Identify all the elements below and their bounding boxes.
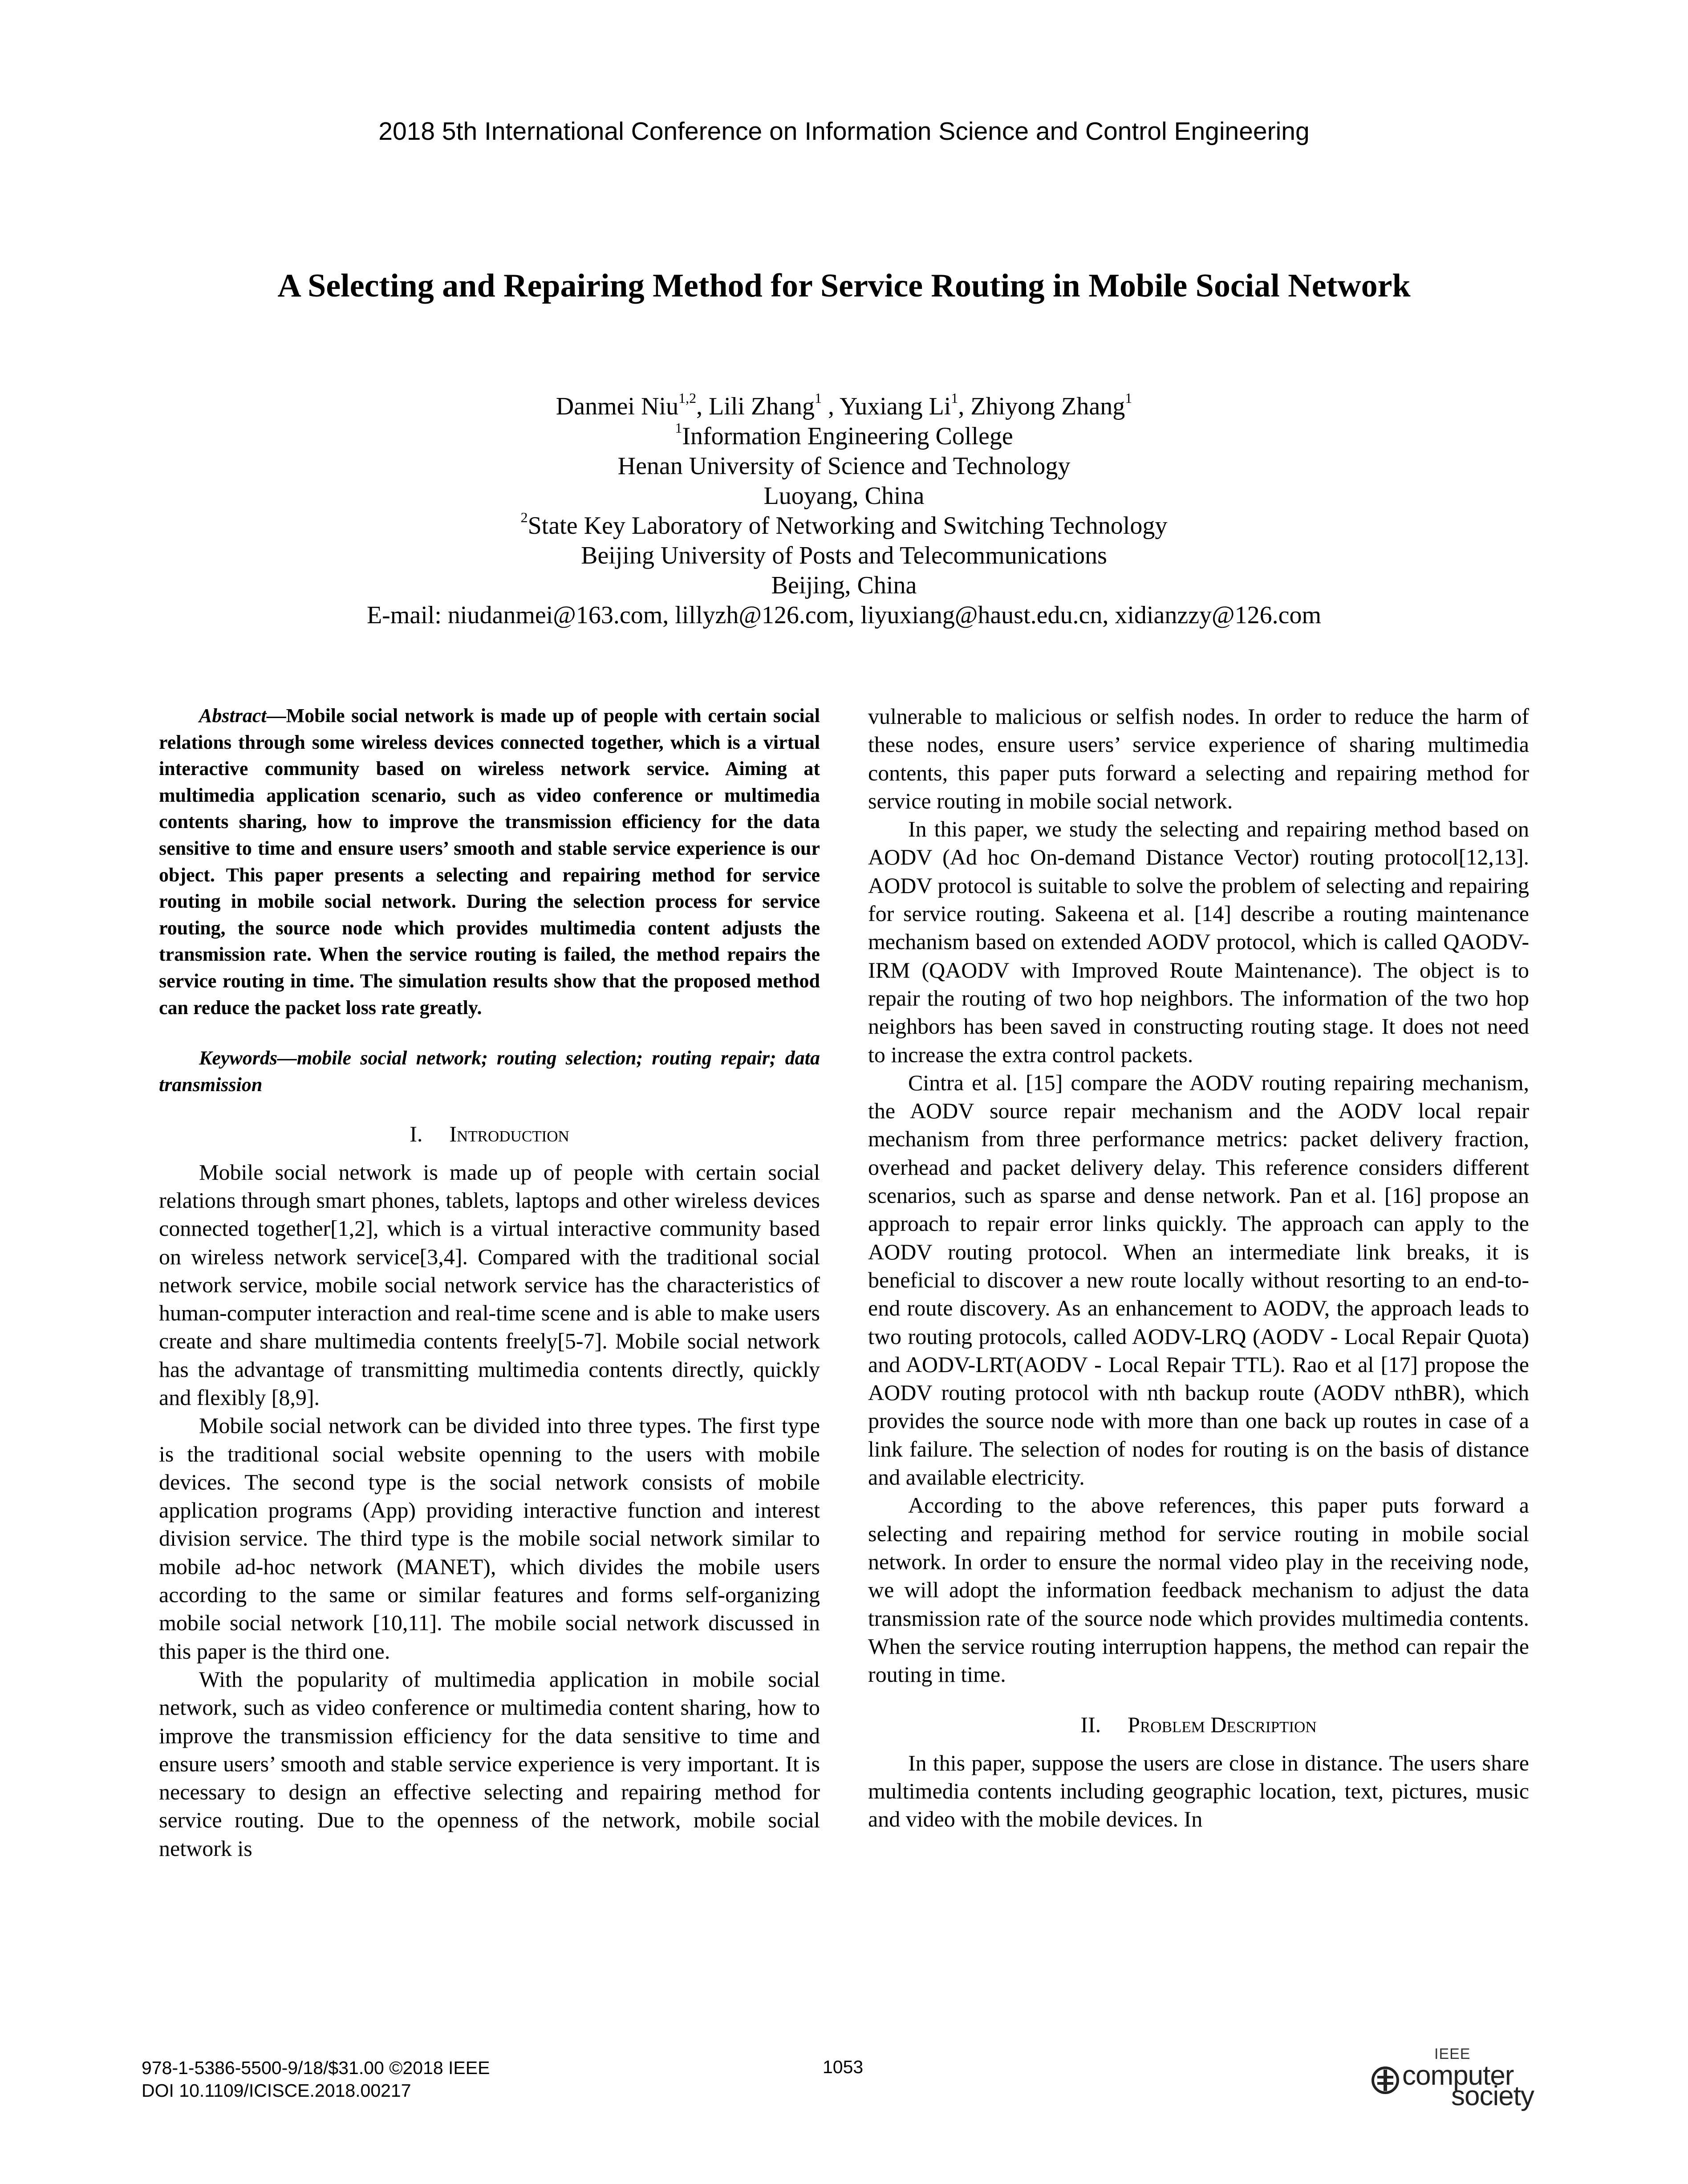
page-number: 1053 [823, 2057, 864, 2077]
computer-society-logo-icon [1371, 2066, 1400, 2095]
ieee-computer-society-logo [1371, 2046, 1558, 2111]
affiliation-text: Henan University of Science and Technology [617, 452, 1071, 480]
section-number: II. [1080, 1712, 1101, 1737]
logo-ieee-text: IEEE [1434, 2046, 1471, 2062]
email-line: E-mail: niudanmei@163.com, lillyzh@126.com, liyuxiang@haust.edu.cn, xidianzzy@126.com [366, 601, 1322, 629]
affiliation-text: Beijing University of Posts and Telecommunications [581, 542, 1107, 569]
affiliation-line [0, 451, 1688, 481]
affiliation-text: Luoyang, China [763, 482, 925, 510]
body-paragraph: In this paper, suppose the users are close in distance. The users share multimedia contents including geographic location, text, pictures, music and video with the mobile devices. In [868, 1750, 1529, 1832]
abstract [159, 702, 820, 1021]
abstract-text: —Mobile social network is made up of people with certain social relations through some wireless devices connected together, which is a virtual interactive community based on wireless network service. Aiming at multimedia application scenario, such as video conference or multimedia contents sharing, how to improve the transmission efficiency for the data sensitive to time and ensure users’ smooth and stable service experience is our object. This paper presents a selecting and repairing method for service routing in mobile social network. During the selection process for service routing, the source node which provides multimedia content adjusts the transmission rate. When the service routing is failed, the method repairs the service routing in time. The simulation results show that the proposed method can reduce the packet loss rate greatly. [159, 705, 820, 1019]
author-affiliation-mark: 1,2 [678, 390, 697, 406]
authors-block [0, 392, 1688, 630]
author-list [0, 392, 1688, 422]
affiliation-line [0, 511, 1688, 541]
logo-society-text: society [1451, 2081, 1534, 2111]
affiliation-text: Information Engineering College [682, 422, 1013, 450]
author-separator: , [696, 393, 709, 420]
logo-computer-text: computer [1402, 2060, 1514, 2091]
author-affiliation-mark: 1 [951, 390, 958, 406]
author-name: Yuxiang Li [839, 393, 951, 420]
affiliation-text: Beijing, China [771, 572, 917, 599]
author-affiliation-mark: 1 [815, 390, 822, 406]
author-affiliation-mark: 1 [1125, 390, 1132, 406]
affiliation-text: State Key Laboratory of Networking and Switching Technology [528, 512, 1168, 540]
affiliation-mark: 2 [520, 509, 528, 526]
affiliation-line [0, 541, 1688, 571]
body-paragraph: vulnerable to malicious or selfish nodes. In order to reduce the harm of these nodes, ensure users’ service experience of sharing multimedia contents, this paper puts forward a selecting and repairing method for service routing in mobile social network. [868, 704, 1529, 813]
affiliation-line [0, 422, 1688, 451]
author-name: Danmei Niu [556, 393, 679, 420]
section-number: I. [410, 1121, 423, 1147]
body-paragraph: Mobile social network can be divided into three types. The first type is the traditional social website openning to the users with mobile devices. The second type is the social network consists of mobile application programs (App) providing interactive function and interest division service. The third type is the mobile social network similar to mobile ad-hoc network (MANET), which divides the mobile users according to the same or similar features and forms self-organizing mobile social network [10,11]. The mobile social network discussed in this paper is the third one. [159, 1413, 820, 1664]
keywords: Keywords—mobile social network; routing selection; routing repair; data transmission [159, 1047, 820, 1096]
body-paragraph: According to the above references, this paper puts forward a selecting and repairing method for service routing in mobile social network. In order to ensure the normal video play in the receiving node, we will adopt the information feedback mechanism to adjust the data transmission rate of the source node which provides multimedia contents. When the service routing interruption happens, the method can repair the routing in time. [868, 1493, 1529, 1687]
author-separator: , [822, 393, 840, 420]
section-title: Introduction [449, 1121, 569, 1147]
right-column [868, 702, 1529, 1834]
left-column [159, 702, 820, 1863]
author-name: Zhiyong Zhang [970, 393, 1125, 420]
footer-doi: DOI 10.1109/ICISCE.2018.00217 [142, 2080, 411, 2101]
footer-isbn: 978-1-5386-5500-9/18/$31.00 ©2018 IEEE [142, 2058, 490, 2078]
section-title: Problem Description [1128, 1712, 1317, 1737]
author-name: Lili Zhang [709, 393, 815, 420]
paper-title: A Selecting and Repairing Method for Service Routing in Mobile Social Network [277, 268, 1411, 304]
body-paragraph: Cintra et al. [15] compare the AODV routing repairing mechanism, the AODV source repair mechanism and the AODV local repair mechanism from three performance metrics: packet delivery fraction, overhead and packet delivery delay. This reference considers different scenarios, such as sparse and dense network. Pan et al. [16] propose an approach to repair error links quickly. The approach can apply to the AODV routing protocol. When an intermediate link breaks, it is beneficial to discover a new route locally without resorting to an end-to-end route discovery. As an enhancement to AODV, the approach leads to two routing protocols, called AODV-LRQ (AODV - Local Repair Quota) and AODV-LRT(AODV - Local Repair TTL). Rao et al [17] propose the AODV routing protocol with nth backup route (AODV nthBR), which provides the source node with more than one back up routes in case of a link failure. The selection of nodes for routing is on the basis of distance and available electricity. [868, 1070, 1529, 1490]
author-separator: , [958, 393, 971, 420]
affiliation-line [0, 481, 1688, 511]
body-paragraph: With the popularity of multimedia application in mobile social network, such as video conference or multimedia content sharing, how to improve the transmission efficiency for the data sensitive to time and ensure users’ smooth and stable service experience is very important. It is necessary to design an effective selecting and repairing method for service routing. Due to the openness of the network, mobile social network is [159, 1666, 820, 1861]
section-heading-problem-description [868, 1711, 1529, 1739]
footer-copyright [142, 2057, 490, 2102]
body-paragraph: In this paper, we study the selecting and repairing method based on AODV (Ad hoc On-demand Distance Vector) routing protocol[12,13]. AODV protocol is suitable to solve the problem of selecting and repairing for service routing. Sakeena et al. [14] describe a routing maintenance mechanism based on extended AODV protocol, which is called QAODV-IRM (QAODV with Improved Route Maintenance). The object is to repair the routing of two hop neighbors. The information of the two hop neighbors has been saved in constructing routing stage. It does not need to increase the extra control packets. [868, 816, 1529, 1067]
affiliation-line [0, 571, 1688, 601]
conference-header: 2018 5th International Conference on Information Science and Control Engineering [378, 117, 1310, 146]
abstract-label: Abstract [199, 705, 267, 727]
affiliation-mark: 1 [675, 420, 682, 436]
section-heading-introduction [159, 1120, 820, 1148]
body-paragraph: Mobile social network is made up of people with certain social relations through smart phones, tablets, laptops and other wireless devices connected together[1,2], which is a virtual interactive community based on wireless network service[3,4]. Compared with the traditional social network service, mobile social network service has the characteristics of human-computer interaction and real-time scene and is able to make users create and share multimedia contents freely[5-7]. Mobile social network has the advantage of transmitting multimedia contents directly, quickly and flexibly [8,9]. [159, 1159, 820, 1410]
